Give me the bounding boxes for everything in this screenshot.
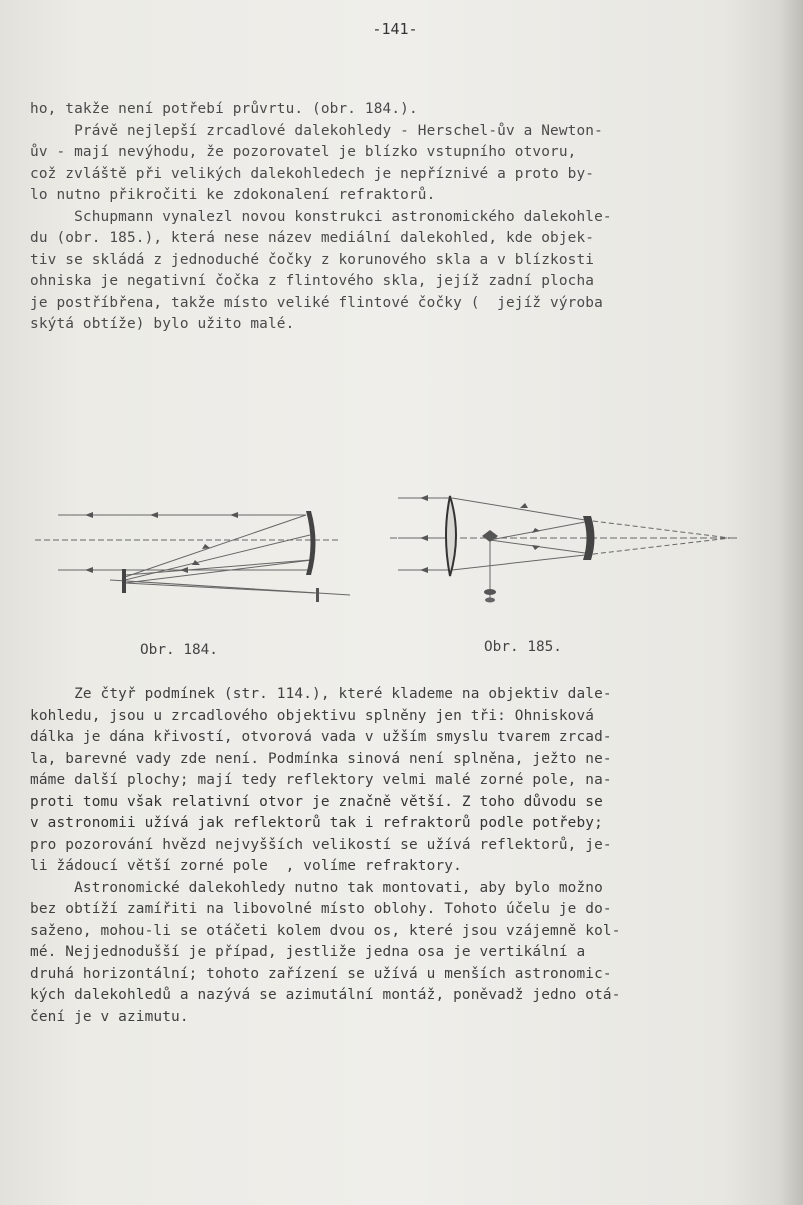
- text-block-bottom: [30, 684, 740, 1028]
- text-line: bez obtíží zamířiti na libovolné místo oblohy. Tohoto účelu je do-: [30, 901, 612, 917]
- text-line: kých dalekohledů a nazývá se azimutální montáž, poněvadž jedno otá-: [30, 987, 621, 1003]
- eyepiece-lens-shape: [485, 598, 495, 603]
- eyepiece-lens-shape: [484, 589, 496, 595]
- text-line: la, barevné vady zde není. Podmínka sinová není splněna, ježto ne-: [30, 750, 612, 767]
- text-line: máme další plochy; mají tedy reflektory velmi malé zorné pole, na-: [30, 772, 612, 788]
- text-line: lo nutno přikročiti ke zdokonalení refraktorů.: [30, 187, 436, 203]
- text-line: pro pozorování hvězd nejvyšších velikostí se užívá reflektorů, je-: [30, 836, 612, 853]
- text-line: v astronomii užívá jak reflektorů tak i refraktorů podle potřeby;: [30, 815, 603, 831]
- figure-185-medial-telescope-diagram: [390, 480, 750, 630]
- text-line: proti tomu však relativní otvor je značně větší. Z toho důvodu se: [30, 793, 603, 810]
- text-line: je postříbřena, takže místo veliké flintové čočky ( jejíž výroba: [30, 294, 603, 311]
- figure-184-caption: Obr. 184.: [140, 642, 218, 658]
- text-line: Právě nejlepší zrcadlové dalekohledy - Herschel-ův a Newton-: [30, 122, 603, 139]
- text-block-top: [30, 99, 740, 336]
- page-number: -141-: [372, 20, 418, 38]
- text-line: saženo, mohou-li se otáčeti kolem dvou os, které jsou vzájemně kol-: [30, 922, 621, 939]
- text-line: ho, takže není potřebí průvrtu. (obr. 184.).: [30, 101, 418, 117]
- text-line: mé. Nejjednodušší je případ, jestliže jedna osa je vertikální a: [30, 944, 586, 960]
- text-line: ohniska je negativní čočka z flintového skla, jejíž zadní plocha: [30, 273, 595, 289]
- text-line: ův - mají nevýhodu, že pozorovatel je blízko vstupního otvoru,: [30, 144, 577, 160]
- figure-185-caption: Obr. 185.: [484, 639, 562, 655]
- text-line: du (obr. 185.), která nese název mediální dalekohled, kde objek-: [30, 230, 595, 246]
- text-line: dálka je dána křivostí, otvorová vada v užším smyslu tvarem zrcad-: [30, 729, 612, 745]
- concave-mirror-shape: [306, 511, 316, 575]
- text-line: čení je v azimutu.: [30, 1008, 189, 1025]
- figure-184-reflector-diagram: [30, 495, 360, 620]
- text-line: tiv se skládá z jednoduché čočky z korunového skla a v blízkosti: [30, 251, 595, 268]
- secondary-mirror-shape: [122, 569, 126, 593]
- text-line: druhá horizontální; tohoto zařízení se užívá u menších astronomic-: [30, 965, 612, 982]
- text-line: skýtá obtíže) bylo užito malé.: [30, 316, 295, 332]
- prism-shape: [482, 530, 498, 542]
- text-line: Ze čtyř podmínek (str. 114.), které klademe na objektiv dale-: [30, 686, 612, 702]
- text-line: li žádoucí větší zorné pole , volíme refraktory.: [30, 858, 462, 874]
- text-line: Schupmann vynalezl novou konstrukci astronomického dalekohle-: [30, 208, 612, 225]
- crown-glass-objective-lens-shape: [446, 496, 456, 576]
- eyepiece-shape: [316, 588, 319, 602]
- text-line: což zvláště při velikých dalekohledech je nepříznivé a proto by-: [30, 165, 595, 182]
- text-line: kohledu, jsou u zrcadlového objektivu splněny jen tři: Ohnisková: [30, 707, 595, 724]
- text-line: Astronomické dalekohledy nutno tak montovati, aby bylo možno: [30, 879, 603, 896]
